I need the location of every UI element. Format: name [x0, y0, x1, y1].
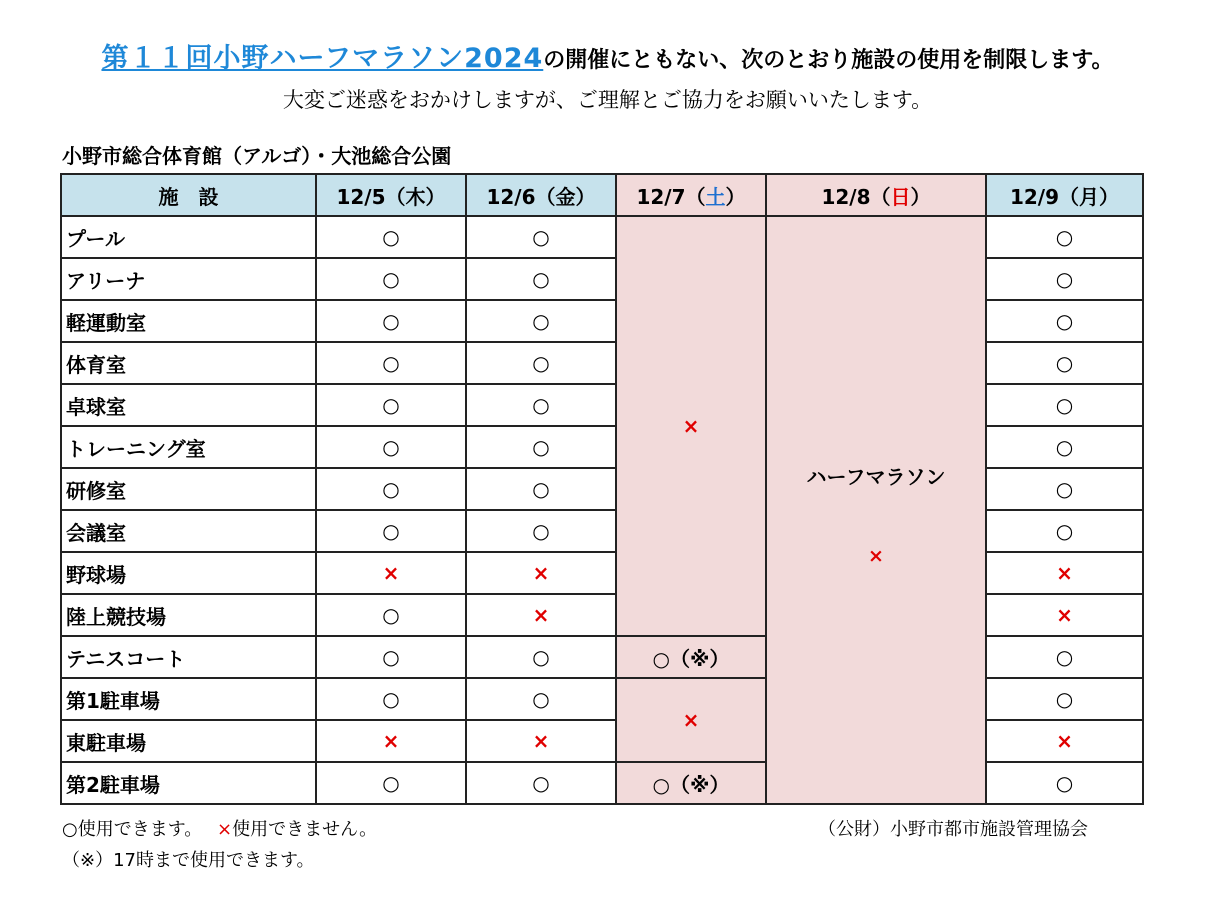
- status-cell: ○: [316, 636, 466, 678]
- facility-name: 卓球室: [61, 384, 316, 426]
- status-cell: ○: [316, 384, 466, 426]
- date-header-dec9: 12/9（月）: [986, 174, 1143, 216]
- status-cell: ○: [986, 468, 1143, 510]
- status-cell: ○: [466, 384, 616, 426]
- status-cell: ×: [466, 552, 616, 594]
- facility-name: 第2駐車場: [61, 762, 316, 804]
- status-cell: ○: [466, 216, 616, 258]
- marathon-closed-mark: ×: [868, 545, 884, 567]
- organization-name: （公財）小野市都市施設管理協会: [818, 819, 1088, 840]
- venue-title: 小野市総合体育館（アルゴ）・大池総合公園: [62, 144, 452, 168]
- status-cell: ×: [986, 720, 1143, 762]
- apology-line: 大変ご迷惑をおかけしますが、ご理解とご協力をお願いいたします。: [282, 88, 933, 112]
- facility-name: 第1駐車場: [61, 678, 316, 720]
- status-cell: ×: [316, 720, 466, 762]
- headline: [0, 36, 1215, 75]
- status-cell: ×: [316, 552, 466, 594]
- facility-name: トレーニング室: [61, 426, 316, 468]
- table-row: [61, 216, 1143, 258]
- date-header-dec8: 12/8（日）: [766, 174, 986, 216]
- status-cell: ○: [316, 762, 466, 804]
- status-cell: ○: [316, 342, 466, 384]
- facility-name: 体育室: [61, 342, 316, 384]
- status-cell: ○: [986, 258, 1143, 300]
- status-cell: ○: [466, 342, 616, 384]
- status-cell-until-17: ○（※）: [616, 762, 766, 804]
- status-cell: ×: [466, 594, 616, 636]
- status-cell: ○: [986, 426, 1143, 468]
- headline-rest: の開催にともない、次のとおり施設の使用を制限します。: [543, 48, 1114, 73]
- status-cell: ○: [466, 468, 616, 510]
- table-header-row: [61, 174, 1143, 216]
- facility-name: プール: [61, 216, 316, 258]
- event-title-link[interactable]: 第１１回小野ハーフマラソン2024: [101, 43, 544, 74]
- date-header-dec5: 12/5（木）: [316, 174, 466, 216]
- status-cell-until-17: ○（※）: [616, 636, 766, 678]
- status-cell: ○: [316, 426, 466, 468]
- status-cell: ○: [466, 426, 616, 468]
- status-cell: ○: [466, 300, 616, 342]
- dec8-marathon-block: [766, 216, 986, 804]
- facility-name: 陸上競技場: [61, 594, 316, 636]
- legend-ng-mark: ×: [217, 819, 233, 840]
- dec7-closed-block: ×: [616, 216, 766, 636]
- facility-name: アリーナ: [61, 258, 316, 300]
- status-cell: ×: [986, 552, 1143, 594]
- dec7-parking-closed-block: ×: [616, 678, 766, 762]
- status-cell: ○: [986, 762, 1143, 804]
- status-cell: ○: [316, 216, 466, 258]
- facility-schedule-table: [60, 173, 1144, 805]
- status-cell: ○: [986, 510, 1143, 552]
- legend: [62, 815, 377, 841]
- status-cell: ○: [466, 678, 616, 720]
- legend-ok: ○使用できます。: [62, 819, 194, 840]
- date-header-dec7: 12/7（土）: [616, 174, 766, 216]
- marathon-label: ハーフマラソン: [806, 465, 946, 489]
- status-cell: ○: [466, 510, 616, 552]
- status-cell: ○: [986, 678, 1143, 720]
- facility-name: 軽運動室: [61, 300, 316, 342]
- saturday-label: 土: [705, 184, 726, 209]
- facility-name: テニスコート: [61, 636, 316, 678]
- footnote: （※）17時まで使用できます。: [62, 850, 315, 871]
- status-cell: ○: [466, 636, 616, 678]
- status-cell: ×: [466, 720, 616, 762]
- facility-column-header: 施 設: [61, 174, 316, 216]
- status-cell: ○: [466, 762, 616, 804]
- legend-ng: 使用できません。: [232, 819, 378, 840]
- status-cell: ○: [316, 594, 466, 636]
- facility-name: 研修室: [61, 468, 316, 510]
- status-cell: ○: [316, 258, 466, 300]
- status-cell: ○: [316, 300, 466, 342]
- facility-name: 東駐車場: [61, 720, 316, 762]
- facility-name: 野球場: [61, 552, 316, 594]
- status-cell: ○: [986, 636, 1143, 678]
- status-cell: ○: [986, 342, 1143, 384]
- status-cell: ○: [986, 300, 1143, 342]
- status-cell: ○: [316, 510, 466, 552]
- status-cell: ○: [466, 258, 616, 300]
- status-cell: ○: [316, 468, 466, 510]
- sunday-label: 日: [890, 184, 911, 209]
- status-cell: ○: [986, 216, 1143, 258]
- date-header-dec6: 12/6（金）: [466, 174, 616, 216]
- status-cell: ×: [986, 594, 1143, 636]
- facility-name: 会議室: [61, 510, 316, 552]
- status-cell: ○: [986, 384, 1143, 426]
- status-cell: ○: [316, 678, 466, 720]
